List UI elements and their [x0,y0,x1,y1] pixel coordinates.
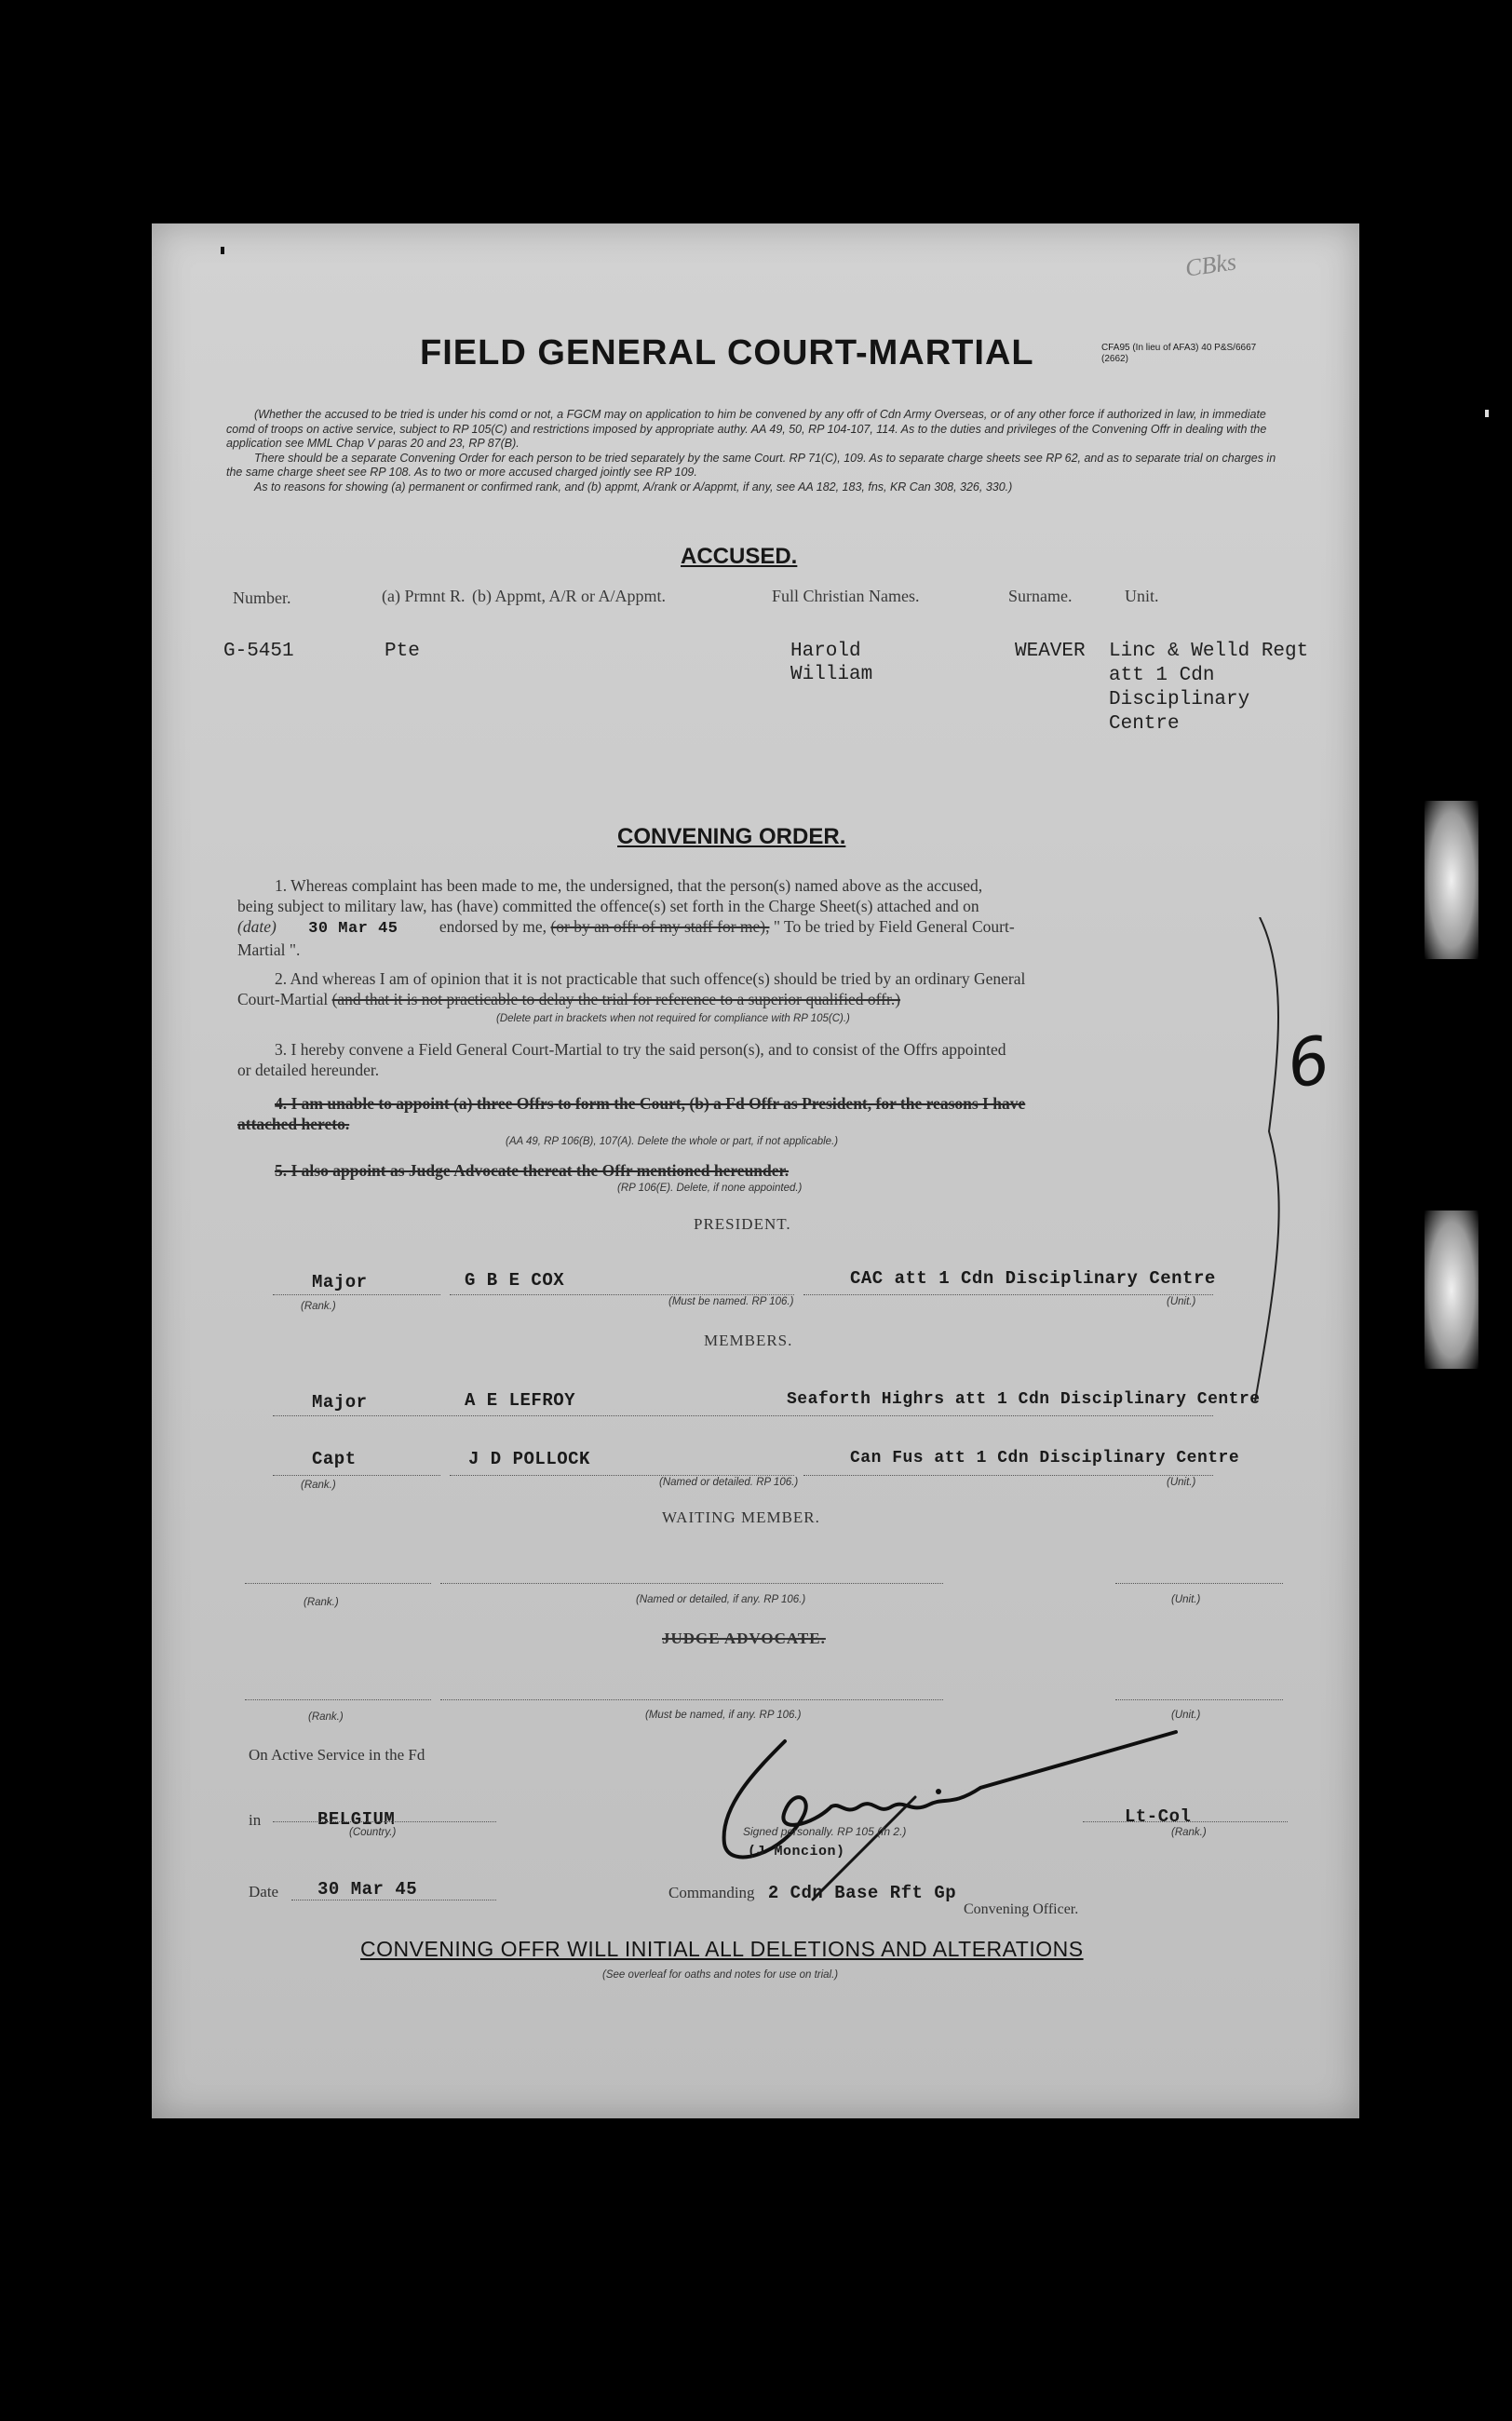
president-name-line [450,1294,794,1295]
commanding-text: Commanding [668,1884,755,1901]
footer-instruction: CONVENING OFFR WILL INITIAL ALL DELETIONS AND ALTERATIONS [360,1937,1084,1961]
p4-note: (AA 49, RP 106(B), 107(A). Delete the whole or part, if not applicable.) [506,1136,839,1147]
scan-speck [221,247,224,254]
p3-line-a: 3. I hereby convene a Field General Court-Martial to try the said person(s), and to consist of the Offrs appointed [275,1040,1006,1059]
member-1-line [273,1415,1213,1416]
p2-line-b [237,989,1373,1009]
convening-paragraph-1 [237,875,1373,960]
bracket-mark [1250,917,1306,1401]
waiting-name-caption: (Named or detailed, if any. RP 106.) [636,1594,806,1605]
member-2-unit: Can Fus att 1 Cdn Disciplinary Centre [850,1449,1240,1467]
col-christian-names: Full Christian Names. [772,587,920,605]
convening-paragraph-2 [237,968,1373,1009]
waiting-heading: WAITING MEMBER. [662,1508,820,1526]
scan-artifact-glare [1424,801,1478,959]
country-value: BELGIUM [317,1809,396,1830]
col-number: Number. [233,588,291,607]
p1-date: 30 Mar 45 [308,920,398,938]
p1-line-c [237,916,1373,940]
member-2-rank-line [273,1475,440,1476]
member-1-name: A E LEFROY [465,1390,576,1411]
document-page [152,223,1359,2118]
p4-line-b: attached hereto. [237,1115,350,1133]
p2-line-a: 2. And whereas I am of opinion that it is not practicable that such offence(s) should be tried by an ordinary General [275,969,1026,988]
president-unit-line [803,1294,1213,1295]
accused-christian-name-1: Harold [790,641,861,662]
active-service-label: On Active Service in the Fd [249,1746,425,1764]
margin-initial: 6 [1281,1021,1336,1104]
signoff-rank-line [1083,1821,1288,1822]
president-name: G B E COX [465,1270,565,1291]
president-rank-line [273,1294,440,1295]
waiting-unit-caption: (Unit.) [1171,1594,1201,1605]
accused-number: G-5451 [223,641,294,662]
scan-speck [1485,410,1489,417]
convening-paragraph-4 [237,1093,1299,1134]
member-1-rank: Major [312,1392,368,1413]
col-unit: Unit. [1125,587,1159,605]
member-2-unit-line [803,1475,1213,1476]
convening-paragraph-3 [237,1039,1373,1080]
p1-text-c: endorsed by me, [439,917,547,936]
members-rank-caption: (Rank.) [301,1480,336,1491]
accused-surname: WEAVER [1015,641,1086,662]
in-label: in [249,1811,262,1829]
date-label: Date [249,1883,279,1900]
note-3: As to reasons for showing (a) permanent or confirmed rank, and (b) appmt, A/rank or A/appmt, if any, see AA 182, 183, fns, KR Can 308, 326, 330.) [254,480,1013,494]
p5-line: 5. I also appoint as Judge Advocate thereat the Offr mentioned hereunder. [275,1161,790,1180]
judge-name-caption: (Must be named, if any. RP 106.) [645,1710,802,1721]
accused-heading: ACCUSED. [681,544,798,569]
convening-officer-signature [673,1713,1195,1909]
judge-unit-caption: (Unit.) [1171,1710,1201,1721]
waiting-name-line [440,1583,943,1584]
commanding-label [668,1883,956,1903]
members-heading: MEMBERS. [704,1332,793,1349]
p1-line-b: being subject to military law, has (have) committed the offence(s) set forth in the Charge Sheet(s) attached and on [237,897,979,915]
p1-line-e: Martial ". [237,940,301,959]
member-2-rank: Capt [312,1449,357,1469]
convening-paragraph-5 [237,1160,1373,1181]
date-value: 30 Mar 45 [317,1879,418,1900]
note-2: There should be a separate Convening Order for each person to be tried separately by the same Court. RP 71(C), 109. As to separate charge sheets see RP 62, and as to separate trial on charges in the same charge sheet see RP 108. As to two or more accused charged jointly see RP 109. [226,451,1276,479]
signoff-rank: Lt-Col [1125,1806,1192,1827]
member-2-name-line [450,1475,794,1476]
form-title: FIELD GENERAL COURT-MARTIAL [420,333,1034,372]
scan-artifact-glare [1424,1210,1478,1369]
unit-line: att 1 Cdn [1109,665,1215,686]
waiting-rank-line [245,1583,431,1584]
p2-text-b: Court-Martial [237,990,329,1008]
footer-note: (See overleaf for oaths and notes for use on trial.) [602,1969,839,1981]
judge-rank-caption: (Rank.) [308,1711,344,1723]
signed-caption: Signed personally. RP 105 (fn 2.) [743,1825,907,1838]
p1-date-label: (date) [237,917,277,936]
form-number: CFA95 (In lieu of AFA3) 40 P&S/6667 (2662) [1101,343,1257,364]
intro-notes [226,408,1278,494]
unit-line: Linc & Welld Regt [1109,641,1309,662]
unit-line: Centre [1109,713,1180,735]
judge-rank-line [245,1699,431,1700]
judge-name-line [440,1699,943,1700]
accused-rank: Pte [385,641,420,662]
commanding-unit: 2 Cdn Base Rft Gp [767,1883,957,1903]
p4-line-a: 4. I am unable to appoint (a) three Offrs to form the Court, (b) a Fd Offr as President, for the reasons I have [275,1094,1026,1113]
col-prmnt-rank: (a) Prmnt R. [382,587,466,605]
note-1: (Whether the accused to be tried is under his comd or not, a FGCM may on application to him be convened by any offr of Cdn Army Overseas, or of any other force if authorized in law, in immediate comd of troops on active service, subject to RP 105(C) and restrictions imposed by appropriate authy. AA 49, 50, RP 104-107, 114. As to the duties and privileges of the Convening Offr in dealing with the application see MML Chap V paras 20 and 23, RP 87(B). [226,408,1267,450]
p5-note: (RP 106(E). Delete, if none appointed.) [617,1183,803,1194]
p3-line-b: or detailed hereunder. [237,1061,380,1079]
col-surname: Surname. [1008,587,1073,605]
president-rank-caption: (Rank.) [301,1301,336,1312]
convening-heading: CONVENING ORDER. [617,824,846,849]
president-name-caption: (Must be named. RP 106.) [668,1296,794,1307]
convening-officer-name: (J Moncion) [748,1844,845,1860]
member-2-name: J D POLLOCK [468,1449,590,1469]
president-rank: Major [312,1272,368,1292]
corner-mark: CBks [1183,248,1238,282]
unit-line: Disciplinary [1109,689,1250,710]
president-unit-caption: (Unit.) [1167,1296,1196,1307]
members-unit-caption: (Unit.) [1167,1477,1196,1488]
member-1-unit: Seaforth Highrs att 1 Cdn Disciplinary Centre [787,1390,1261,1409]
president-unit: CAC att 1 Cdn Disciplinary Centre [850,1268,1216,1289]
p1-struck: (or by an offr of my staff for me), [550,917,770,936]
waiting-unit-line [1115,1583,1283,1584]
accused-unit [1109,640,1308,737]
waiting-rank-caption: (Rank.) [304,1597,339,1608]
country-line [273,1821,496,1822]
p1-line-a: 1. Whereas complaint has been made to me, the undersigned, that the person(s) named above as the accused, [275,876,983,895]
members-name-caption: (Named or detailed. RP 106.) [659,1477,799,1488]
country-caption: (Country.) [349,1827,397,1838]
judge-unit-line [1115,1699,1283,1700]
p2-note: (Delete part in brackets when not required for compliance with RP 105(C).) [496,1013,850,1024]
judge-advocate-heading: JUDGE ADVOCATE. [662,1630,826,1647]
p1-text-d: " To be tried by Field General Court- [773,917,1015,936]
p2-struck: (and that it is not practicable to delay the trial for reference to a superior qualified offr.) [331,990,901,1008]
signoff-rank-caption: (Rank.) [1171,1827,1207,1838]
president-heading: PRESIDENT. [694,1215,791,1233]
accused-christian-name-2: William [790,664,873,685]
col-appmt: (b) Appmt, A/R or A/Appmt. [472,587,667,605]
convening-officer-label: Convening Officer. [964,1901,1079,1917]
